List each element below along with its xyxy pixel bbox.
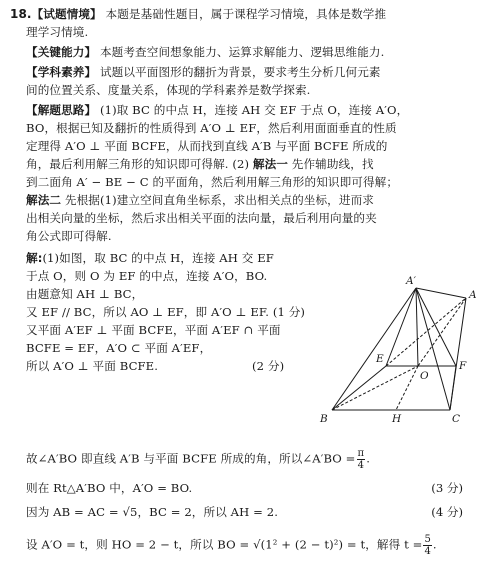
solution-text-2: 于点 O，则 O 为 EF 的中点，连接 A′O，BO. [26,269,268,283]
solution-text-10: 因为 AB = AC = √5，BC = 2，所以 AH = 2. [26,505,278,519]
literacy-tag: 【学科素养】 [26,65,97,79]
geometry-figure [318,258,478,434]
solution-text-6: BCFE = EF，A′O ⊂ 平面 A′EF， [26,341,212,355]
idea-text-3: 定理得 A′O ⊥ 平面 BCFE，从而找到直线 A′B 与平面 BCFE 所成的 [26,139,388,153]
segment-A-O [418,298,466,366]
situation-text-2: 理学习情境. [26,25,89,39]
segment-O-H [396,366,418,410]
literacy-line-2 [26,82,310,98]
segment-Ap-O [416,288,418,366]
solution-text-11a: 设 A′O = t，则 HO = 2 − t，所以 BO = √(1² + (2 − t)²) = t，解得 t = [26,537,423,552]
idea-text-4b: 先作辅助线，找 [291,157,374,171]
edge-Ap-F [416,288,456,366]
edge-C-F [450,366,456,410]
solution-line-7 [26,358,158,374]
solution-text-7: 所以 A′O ⊥ 平面 BCFE. [26,359,159,373]
label-F: F [459,360,467,372]
fraction-numerator: 5 [424,534,431,545]
solution-text-11b: . [432,537,437,552]
idea-line-3 [26,138,387,154]
literacy-text-1: 试题以平面图形的翻折为背景，要求考生分析几何元素 [99,65,381,79]
edge-Ap-B [332,288,416,410]
situation-text-1: 本题是基础性题目，属于课程学习情境，具体是数学推 [105,7,387,21]
solution-text-8a: 故∠A′BO 即直线 A′B 与平面 BCFE 所成的角，所以∠A′BO = [26,451,356,466]
situation-line-1 [10,6,386,22]
idea-text-4a: 角，最后利用解三角形的知识即可得解. (2) [26,157,250,171]
idea-text-2: BO，根据已知及翻折的性质得到 A′O ⊥ EF，然后利用面面垂直的性质 [26,121,397,135]
solution-line-3 [26,286,143,302]
solution-line-2 [26,268,267,284]
solution-line-8 [26,448,370,471]
solution-line-11 [26,534,437,557]
ability-tag: 【关键能力】 [26,45,97,59]
idea-line-8 [26,228,112,244]
solution-text-4: 又 EF // BC，所以 AO ⊥ EF，即 A′O ⊥ EF. (1 分) [26,305,306,319]
score-2: (2 分) [252,359,285,373]
label-O: O [420,370,429,382]
idea-line-1 [26,102,408,118]
fraction-numerator: π [357,448,365,459]
fraction-denominator: 4 [424,546,431,557]
solution-text-8b: . [366,451,370,466]
solution-text-5: 又平面 A′EF ⊥ 平面 BCFE，平面 A′EF ∩ 平面 [26,323,281,337]
solution-line-4 [26,304,305,320]
method-two-label: 解法二 [26,193,62,207]
question-number: 18. [10,7,32,21]
score-3: (3 分) [431,481,463,495]
literacy-line-1 [26,64,381,80]
idea-text-7: 出相关向量的坐标，然后求出相关平面的法向量，最后利用向量的夹 [26,211,377,225]
solution-line-1 [26,250,274,266]
idea-line-2 [26,120,397,136]
fraction-denominator: 4 [357,460,365,471]
idea-line-6 [26,192,374,208]
label-E: E [376,353,384,365]
idea-line-7 [26,210,377,226]
method-one-label: 解法一 [252,157,288,171]
literacy-text-2: 间的位置关系、度量关系，体现的学科素养是数学探索. [26,83,311,97]
situation-tag: 【试题情境】 [31,7,102,21]
solution-line-6 [26,340,211,356]
idea-text-1: (1)取 BC 的中点 H，连接 AH 交 EF 于点 O，连接 A′O， [99,103,409,117]
solution-line-5 [26,322,281,338]
score-4: (4 分) [431,505,463,519]
ability-text: 本题考查空间想象能力、运算求解能力、逻辑思维能力. [99,45,385,59]
idea-line-5 [26,174,398,190]
edge-Ap-E [386,288,416,366]
idea-text-6: 先根据(1)建立空间直角坐标系，求出相关点的坐标，进而求 [64,193,374,207]
solution-text-1: (1)如图，取 BC 的中点 H，连接 AH 交 EF [42,251,274,265]
fraction-five-fourths [423,534,431,557]
edge-B-E [332,366,386,410]
fraction-pi-over-4 [357,448,366,471]
segment-B-O [332,366,418,410]
idea-tag: 【解题思路】 [26,103,97,117]
idea-text-8: 角公式即可得解. [26,229,112,243]
solution-text-9: 则在 Rt△A′BO 中，A′O = BO. [26,481,193,495]
ability-line [26,44,384,60]
edge-Ap-C [416,288,450,410]
situation-line-2 [26,24,88,40]
label-A-prime: A′ [406,275,416,287]
idea-text-5: 到二面角 A′ − BE − C 的平面角，然后利用解三角形的知识即可得解； [26,175,399,189]
edge-Ap-A [416,288,466,298]
label-C: C [452,413,461,425]
solution-line-10 [26,504,278,520]
label-B: B [320,413,328,425]
solution-line-9 [26,480,192,496]
label-H: H [392,413,402,425]
idea-line-4 [26,156,374,172]
solution-text-3: 由题意知 AH ⊥ BC， [26,287,144,301]
label-A: A [469,289,477,301]
solution-label: 解: [26,251,43,265]
